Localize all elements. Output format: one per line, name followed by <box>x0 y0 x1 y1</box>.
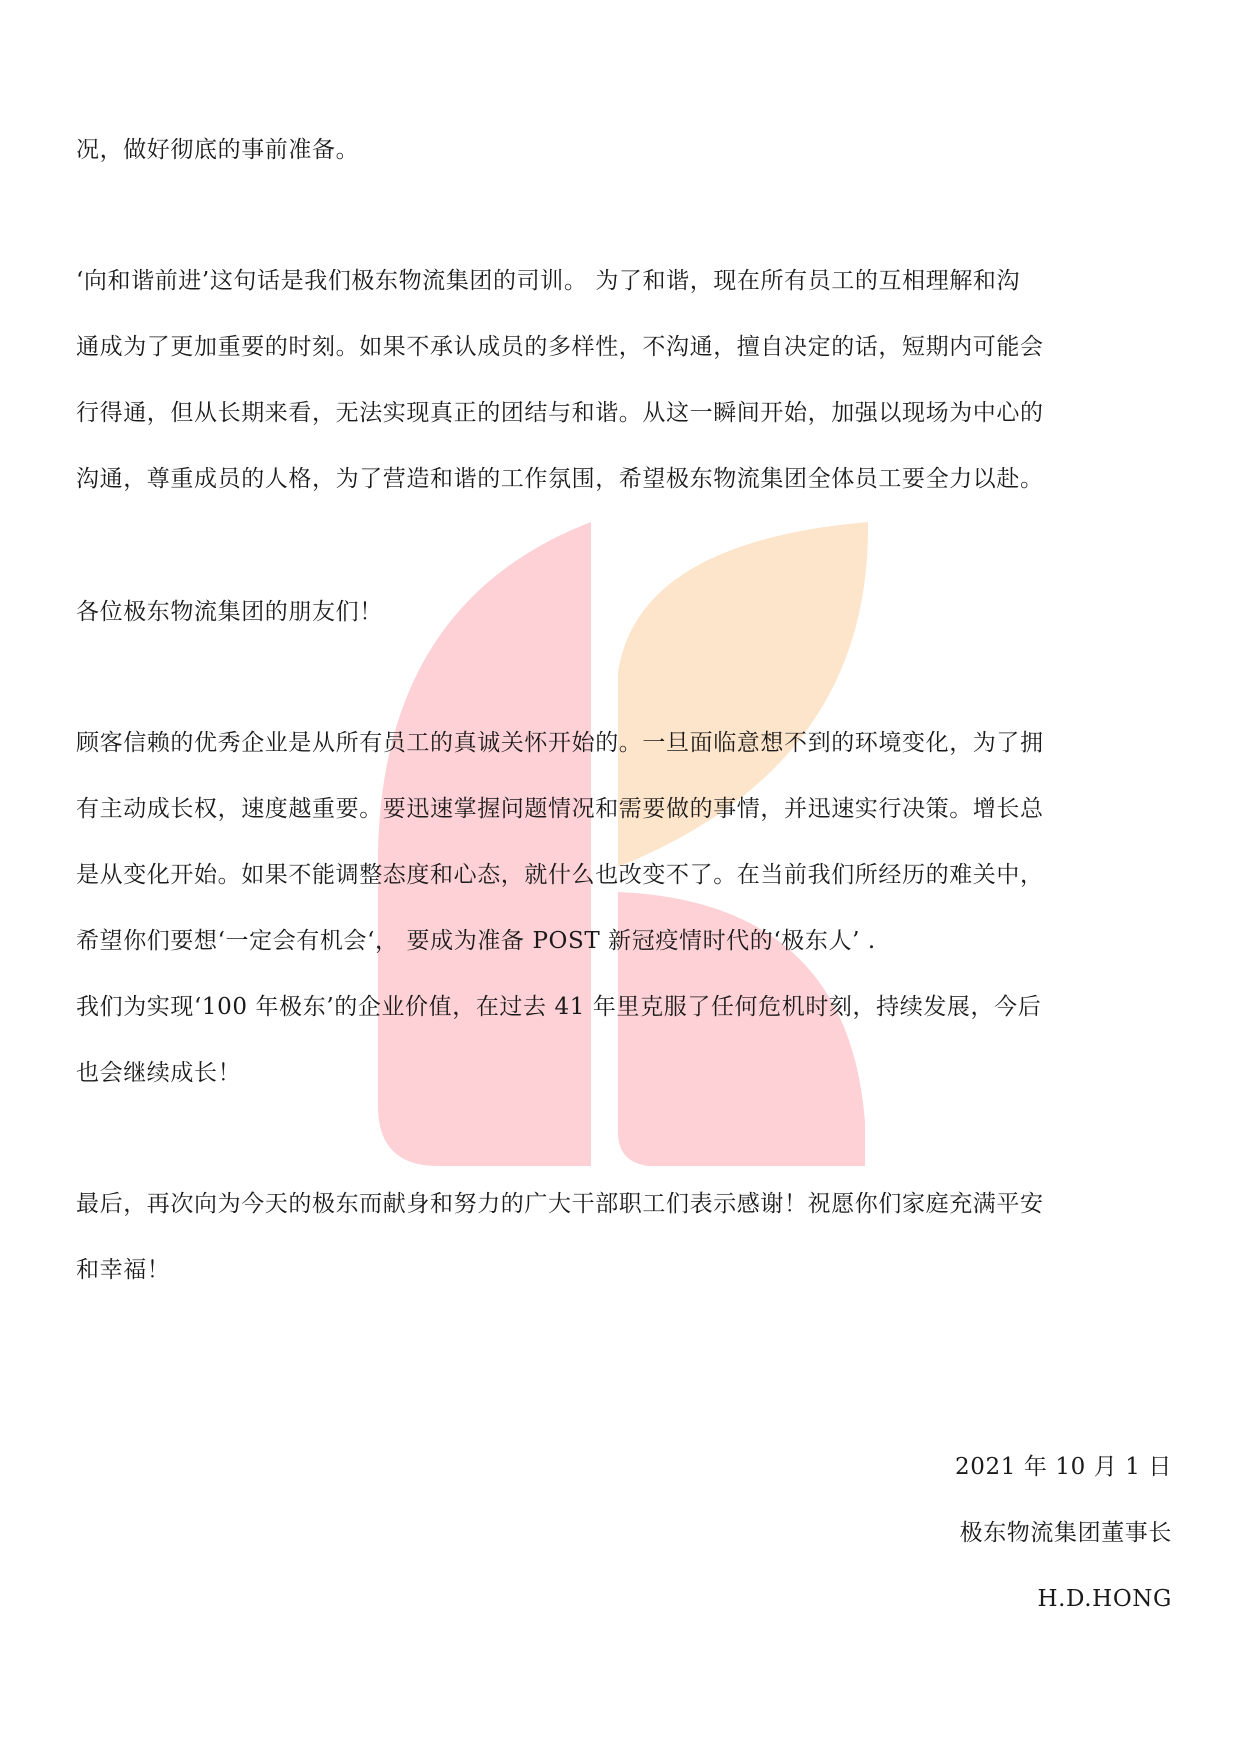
greeting-line: 各位极东物流集团的朋友们！ <box>76 599 383 625</box>
paragraph-2-line-2: 通成为了更加重要的时刻。如果不承认成员的多样性，不沟通，擅自决定的话，短期内可能会 <box>76 334 1044 360</box>
signature-title: 极东物流集团董事长 <box>959 1520 1172 1546</box>
paragraph-1-line-1: 况，做好彻底的事前准备。 <box>76 137 360 163</box>
paragraph-2-line-4: 沟通，尊重成员的人格，为了营造和谐的工作氛围，希望极东物流集团全体员工要全力以赴。 <box>76 466 1044 492</box>
paragraph-4-line-1: 顾客信赖的优秀企业是从所有员工的真诚关怀开始的。一旦面临意想不到的环境变化，为了拥 <box>76 730 1044 756</box>
paragraph-4-line-2: 有主动成长权，速度越重要。要迅速掌握问题情况和需要做的事情，并迅速实行决策。增长总 <box>76 796 1044 822</box>
paragraph-2-line-3: 行得通，但从长期来看，无法实现真正的团结与和谐。从这一瞬间开始，加强以现场为中心的 <box>76 400 1044 426</box>
signature-name: H.D.HONG <box>1037 1586 1172 1612</box>
paragraph-4-line-4: 希望你们要想‘一定会有机会‘， 要成为准备 POST 新冠疫情时代的‘极东人’ . <box>76 928 876 954</box>
paragraph-5-line-1: 最后，再次向为今天的极东而献身和努力的广大干部职工们表示感谢！祝愿你们家庭充满平安 <box>76 1191 1044 1217</box>
paragraph-4-line-6: 也会继续成长！ <box>76 1060 242 1086</box>
signature-date: 2021 年 10 月 1 日 <box>955 1454 1172 1480</box>
paragraph-4-line-5: 我们为实现‘100 年极东’的企业价值，在过去 41 年里克服了任何危机时刻，持续发展，今后 <box>76 994 1042 1020</box>
paragraph-4-line-3: 是从变化开始。如果不能调整态度和心态，就什么也改变不了。在当前我们所经历的难关中， <box>76 862 1044 888</box>
paragraph-2-line-1: ‘向和谐前进’这句话是我们极东物流集团的司训。 为了和谐，现在所有员工的互相理解和沟 <box>76 268 1021 294</box>
paragraph-5-line-2: 和幸福！ <box>76 1257 171 1283</box>
